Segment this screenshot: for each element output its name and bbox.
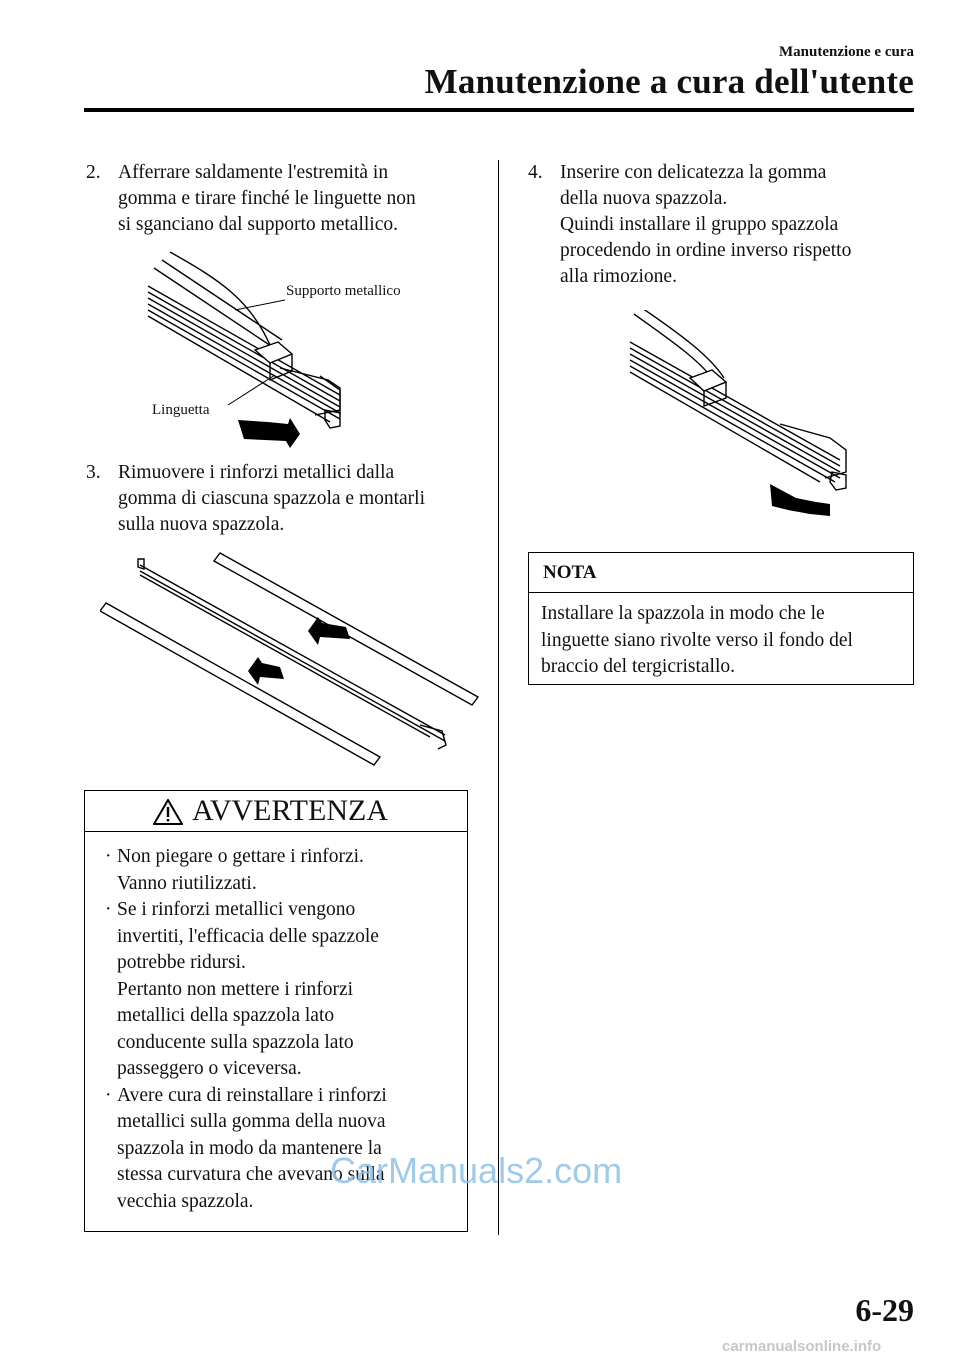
warning-bullet: · Se i rinforzi metallici vengono invertiti, l'efficacia delle spazzole potrebbe ridursi. Pertanto non mettere i rinforzi metallici della spazzola lato conducente sulla spazzola lato passeggero o viceversa.: [103, 897, 467, 1083]
figure-reinforcements: [100, 545, 490, 770]
warning-header: [85, 791, 467, 832]
step-line: della nuova spazzola.: [560, 188, 728, 209]
step-line: Rimuovere i rinforzi metallici dalla: [118, 462, 395, 483]
pull-arrow-icon: [238, 418, 300, 448]
warning-line: invertiti, l'efficacia delle spazzole: [117, 925, 379, 947]
step-number: 2.: [86, 162, 101, 183]
running-header-section: Manutenzione e cura: [779, 44, 914, 60]
note-title: NOTA: [529, 553, 913, 593]
label-linguetta: Linguetta: [152, 402, 210, 418]
step-2: [86, 160, 486, 238]
warning-bullet: · Avere cura di reinstallare i rinforzi metallici sulla gomma della nuova spazzola in modo da mantenere la stessa curvatura che avevano sulla vecchia spazzola.: [103, 1083, 467, 1216]
watermark: CarManuals2.com: [330, 1150, 623, 1191]
step-4: [528, 160, 918, 290]
warning-line: passeggero o viceversa.: [117, 1058, 302, 1079]
step-number: 3.: [86, 462, 101, 483]
step-line: alla rimozione.: [560, 266, 677, 287]
warning-icon: [153, 799, 183, 825]
note-line: linguette siano rivolte verso il fondo del: [541, 629, 853, 651]
step-line: gomma e tirare finché le linguette non: [118, 188, 416, 209]
step-line: gomma di ciascuna spazzola e montarli: [118, 488, 426, 509]
warning-line: potrebbe ridursi.: [117, 952, 246, 973]
warning-line: metallici della spazzola lato: [117, 1005, 335, 1026]
page-number: 6-29: [855, 1292, 914, 1328]
note-line: braccio del tergicristallo.: [541, 656, 736, 677]
step-line: si sganciano dal supporto metallico.: [118, 214, 398, 235]
note-body: [529, 593, 913, 681]
note-box: [528, 552, 914, 685]
step-3: [86, 460, 486, 538]
site-watermark: carmanualsonline.info: [722, 1338, 882, 1355]
step-line: procedendo in ordine inverso rispetto: [560, 240, 852, 261]
insert-arrow-icon: [248, 617, 350, 685]
figure-remove-rubber: [140, 250, 460, 460]
step-line: Inserire con delicatezza la gomma: [560, 162, 827, 183]
warning-line: metallici sulla gomma della nuova: [117, 1111, 386, 1132]
warning-line: spazzola in modo da mantenere la: [117, 1137, 382, 1159]
page-title: Manutenzione a cura dell'utente: [424, 62, 914, 101]
warning-title: AVVERTENZA: [192, 794, 388, 827]
header-rule: [84, 108, 914, 112]
step-line: Afferrare saldamente l'estremità in: [118, 162, 389, 183]
label-supporto-metallico: Supporto metallico: [286, 283, 401, 299]
step-line: Quindi installare il gruppo spazzola: [560, 214, 839, 235]
column-divider: [498, 160, 499, 1235]
figure-install-rubber: [620, 310, 860, 530]
warning-line: Avere cura di reinstallare i rinforzi: [117, 1084, 387, 1106]
note-line: Installare la spazzola in modo che le: [541, 603, 825, 624]
warning-line: stessa curvatura che avevano sulla: [117, 1164, 385, 1185]
warning-line: Vanno riutilizzati.: [117, 872, 257, 894]
push-arrow-icon: [770, 484, 830, 516]
step-number: 4.: [528, 162, 543, 183]
warning-line: Pertanto non mettere i rinforzi: [117, 978, 354, 1000]
step-line: sulla nuova spazzola.: [118, 514, 285, 535]
warning-line: vecchia spazzola.: [117, 1190, 254, 1212]
warning-bullet: · Non piegare o gettare i rinforzi. Vanno riutilizzati.: [103, 844, 467, 897]
warning-line: Non piegare o gettare i rinforzi.: [117, 846, 364, 867]
warning-line: conducente sulla spazzola lato: [117, 1031, 354, 1053]
warning-line: Se i rinforzi metallici vengono: [117, 899, 356, 920]
